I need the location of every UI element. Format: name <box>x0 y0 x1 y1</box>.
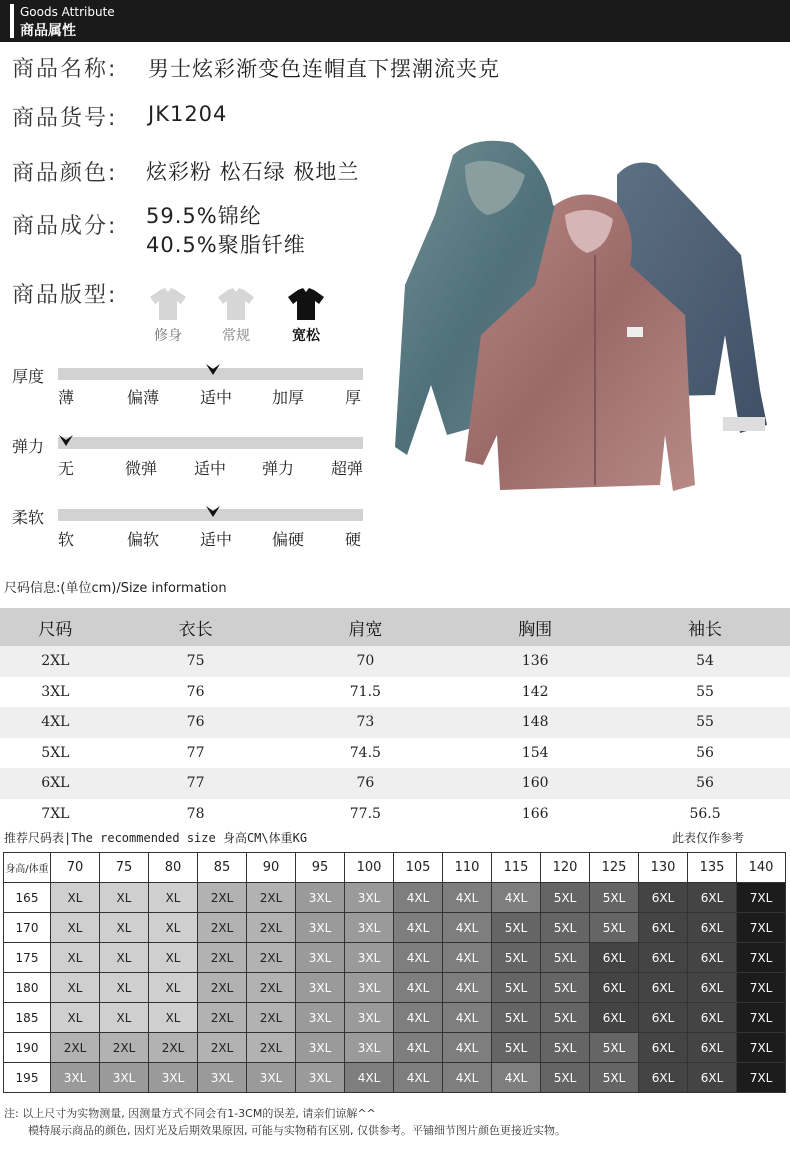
size-cell: 54 <box>620 646 790 677</box>
code-value: JK1204 <box>148 102 228 126</box>
footer-note-1: 注: 以上尺寸为实物测量, 因测量方式不同会有1-3CM的误差, 请亲们谅解^^ <box>4 1107 376 1120</box>
recommend-size-cell: 4XL <box>394 1033 443 1063</box>
height-cell: 185 <box>4 1003 51 1033</box>
footer-note-2: 模特展示商品的颜色, 因灯光及后期效果原因, 可能与实物稍有区别, 仅供参考。平铺细节图片颜色更接近实物。 <box>28 1124 566 1137</box>
size-table-header <box>0 608 790 646</box>
weight-header: 110 <box>443 853 492 883</box>
recommend-size-cell: 5XL <box>541 1003 590 1033</box>
size-cell: 76 <box>111 677 281 708</box>
scale-label: 偏硬 <box>271 530 304 549</box>
tshirt-icon <box>216 287 256 321</box>
recommend-size-cell: 3XL <box>345 1033 394 1063</box>
scale-label: 厚 <box>344 388 361 407</box>
recommend-size-cell: 2XL <box>198 973 247 1003</box>
size-cell: 75 <box>111 646 281 677</box>
size-cell: 4XL <box>0 707 111 738</box>
recommend-table <box>3 852 786 1093</box>
recommend-size-cell: 4XL <box>394 913 443 943</box>
recommend-size-cell: 7XL <box>737 943 786 973</box>
weight-header: 120 <box>541 853 590 883</box>
header-title-en: Goods Attribute <box>20 5 115 19</box>
size-table <box>0 608 790 829</box>
recommend-size-cell: 5XL <box>541 973 590 1003</box>
recommend-size-cell: 5XL <box>590 1063 639 1093</box>
size-cell: 136 <box>450 646 620 677</box>
size-cell: 142 <box>450 677 620 708</box>
size-cell: 76 <box>111 707 281 738</box>
section-header <box>0 0 790 42</box>
scale-label: 微弹 <box>124 459 157 478</box>
fit-option-slim <box>148 287 188 345</box>
recommend-size-cell: 5XL <box>541 1063 590 1093</box>
size-cell: 7XL <box>0 799 111 830</box>
recommend-size-cell: 2XL <box>198 1003 247 1033</box>
size-cell: 56 <box>620 738 790 769</box>
recommend-row <box>4 1033 786 1063</box>
height-cell: 165 <box>4 883 51 913</box>
recommend-size-cell: 7XL <box>737 913 786 943</box>
recommend-row <box>4 1063 786 1093</box>
size-cell: 166 <box>450 799 620 830</box>
recommend-size-cell: 3XL <box>345 913 394 943</box>
weight-header: 90 <box>247 853 296 883</box>
recommend-size-cell: 7XL <box>737 1033 786 1063</box>
recommend-title: 推荐尺码表|The recommended size 身高CM\体重KG <box>4 831 308 845</box>
recommend-size-cell: XL <box>149 1003 198 1033</box>
scale-pointer-elasticity <box>58 433 74 452</box>
recommend-size-cell: 2XL <box>198 1033 247 1063</box>
scale-pointer-thickness <box>205 362 221 381</box>
recommend-size-cell: 2XL <box>247 943 296 973</box>
size-cell: 71.5 <box>280 677 450 708</box>
material-value-1: 59.5%锦纶 <box>146 204 262 228</box>
recommend-size-cell: XL <box>51 1003 100 1033</box>
recommend-size-cell: 5XL <box>492 1003 541 1033</box>
recommend-size-cell: 7XL <box>737 973 786 1003</box>
scale-label: 适中 <box>199 388 232 407</box>
recommend-size-cell: XL <box>51 883 100 913</box>
recommend-size-cell: 6XL <box>639 1033 688 1063</box>
recommend-size-cell: 4XL <box>443 1033 492 1063</box>
recommend-size-cell: 5XL <box>492 913 541 943</box>
recommend-size-cell: XL <box>51 973 100 1003</box>
recommend-size-cell: 7XL <box>737 1063 786 1093</box>
name-value: 男士炫彩渐变色连帽直下摆潮流夹克 <box>148 57 500 81</box>
recommend-note: 此表仅作参考 <box>672 831 745 845</box>
recommend-size-cell: 2XL <box>247 973 296 1003</box>
size-row <box>0 768 790 799</box>
recommend-size-cell: 3XL <box>296 973 345 1003</box>
recommend-size-cell: 3XL <box>149 1063 198 1093</box>
fit-label: 商品版型: <box>12 283 118 308</box>
weight-header: 105 <box>394 853 443 883</box>
height-cell: 180 <box>4 973 51 1003</box>
recommend-size-cell: 6XL <box>688 943 737 973</box>
size-col-header: 肩宽 <box>280 608 450 646</box>
recommend-size-cell: 4XL <box>443 973 492 1003</box>
weight-header: 135 <box>688 853 737 883</box>
size-cell: 55 <box>620 707 790 738</box>
weight-header: 125 <box>590 853 639 883</box>
recommend-size-cell: 3XL <box>296 1033 345 1063</box>
recommend-size-cell: 2XL <box>198 883 247 913</box>
recommend-size-cell: 7XL <box>737 883 786 913</box>
scale-label: 超弹 <box>330 459 363 478</box>
size-row <box>0 646 790 677</box>
recommend-size-cell: 2XL <box>198 913 247 943</box>
recommend-size-cell: 2XL <box>100 1033 149 1063</box>
recommend-size-cell: 6XL <box>688 1063 737 1093</box>
color-value: 炫彩粉 松石绿 极地兰 <box>146 160 360 184</box>
fit-option-loose <box>286 287 326 345</box>
size-col-header: 胸围 <box>450 608 620 646</box>
color-label: 商品颜色: <box>12 161 118 186</box>
recommend-size-cell: 6XL <box>688 913 737 943</box>
recommend-size-cell: XL <box>100 1003 149 1033</box>
tshirt-icon <box>148 287 188 321</box>
chevron-down-icon <box>205 505 221 519</box>
size-cell: 56 <box>620 768 790 799</box>
recommend-size-cell: 6XL <box>639 1063 688 1093</box>
recommend-size-cell: 5XL <box>590 913 639 943</box>
size-row <box>0 799 790 830</box>
recommend-size-cell: 2XL <box>51 1033 100 1063</box>
recommend-size-cell: 2XL <box>198 943 247 973</box>
recommend-size-cell: XL <box>149 973 198 1003</box>
size-cell: 6XL <box>0 768 111 799</box>
recommend-size-cell: 4XL <box>443 943 492 973</box>
fit-option-label: 修身 <box>154 328 182 344</box>
recommend-size-cell: 6XL <box>639 973 688 1003</box>
recommend-row <box>4 973 786 1003</box>
recommend-size-cell: XL <box>149 883 198 913</box>
recommend-size-cell: 6XL <box>688 883 737 913</box>
recommend-size-cell: 7XL <box>737 1003 786 1033</box>
size-cell: 5XL <box>0 738 111 769</box>
recommend-size-cell: 4XL <box>443 1063 492 1093</box>
recommend-size-cell: 6XL <box>590 973 639 1003</box>
size-cell: 78 <box>111 799 281 830</box>
recommend-size-cell: 6XL <box>639 883 688 913</box>
height-cell: 190 <box>4 1033 51 1063</box>
product-jacket-image <box>395 135 790 510</box>
recommend-size-cell: 5XL <box>590 883 639 913</box>
material-label: 商品成分: <box>12 214 118 239</box>
code-label: 商品货号: <box>12 106 118 131</box>
recommend-size-cell: 3XL <box>100 1063 149 1093</box>
scale-bar-elasticity <box>58 437 363 449</box>
scale-label: 适中 <box>193 459 226 478</box>
scale-label: 偏软 <box>126 530 159 549</box>
recommend-size-cell: 4XL <box>443 883 492 913</box>
size-cell: 76 <box>280 768 450 799</box>
size-cell: 77.5 <box>280 799 450 830</box>
recommend-size-cell: 3XL <box>247 1063 296 1093</box>
scale-label: 加厚 <box>271 388 304 407</box>
tshirt-icon <box>286 287 326 321</box>
recommend-size-cell: 3XL <box>345 973 394 1003</box>
recommend-corner: 身高/体重 <box>4 853 51 883</box>
size-cell: 3XL <box>0 677 111 708</box>
weight-header: 70 <box>51 853 100 883</box>
recommend-size-cell: 4XL <box>345 1063 394 1093</box>
recommend-size-cell: 4XL <box>394 1003 443 1033</box>
scale-label: 偏薄 <box>126 388 159 407</box>
recommend-size-cell: 5XL <box>541 943 590 973</box>
scale-label: 弹力 <box>261 459 294 478</box>
scale-name-elasticity: 弹力 <box>12 437 45 456</box>
recommend-size-cell: 3XL <box>296 943 345 973</box>
scale-label: 软 <box>57 530 74 549</box>
recommend-size-cell: 6XL <box>639 913 688 943</box>
recommend-size-cell: 4XL <box>443 1003 492 1033</box>
scale-name-thickness: 厚度 <box>12 367 45 386</box>
size-col-header: 衣长 <box>111 608 281 646</box>
recommend-size-cell: 3XL <box>51 1063 100 1093</box>
recommend-size-cell: 6XL <box>688 1033 737 1063</box>
scale-label: 薄 <box>57 388 74 407</box>
recommend-size-cell: 3XL <box>296 1003 345 1033</box>
recommend-size-cell: 3XL <box>345 943 394 973</box>
recommend-size-cell: 4XL <box>394 943 443 973</box>
size-row <box>0 738 790 769</box>
recommend-size-cell: 3XL <box>345 883 394 913</box>
recommend-row <box>4 913 786 943</box>
scale-label: 硬 <box>344 530 361 549</box>
recommend-size-cell: 2XL <box>149 1033 198 1063</box>
height-cell: 170 <box>4 913 51 943</box>
size-cell: 56.5 <box>620 799 790 830</box>
scale-pointer-softness <box>205 504 221 523</box>
recommend-size-cell: 4XL <box>394 1063 443 1093</box>
recommend-size-cell: 5XL <box>541 913 590 943</box>
name-label: 商品名称: <box>12 57 118 82</box>
fit-option-label: 常规 <box>222 328 250 344</box>
recommend-size-cell: 4XL <box>394 883 443 913</box>
material-value-2: 40.5%聚脂钎维 <box>146 233 306 257</box>
height-cell: 195 <box>4 1063 51 1093</box>
recommend-size-cell: 2XL <box>247 1003 296 1033</box>
recommend-size-cell: 3XL <box>198 1063 247 1093</box>
recommend-row <box>4 883 786 913</box>
size-cell: 154 <box>450 738 620 769</box>
recommend-size-cell: 6XL <box>688 1003 737 1033</box>
recommend-size-cell: XL <box>100 973 149 1003</box>
recommend-size-cell: 2XL <box>247 1033 296 1063</box>
recommend-size-cell: XL <box>51 943 100 973</box>
recommend-size-cell: 4XL <box>492 883 541 913</box>
size-cell: 2XL <box>0 646 111 677</box>
size-row <box>0 677 790 708</box>
height-cell: 175 <box>4 943 51 973</box>
weight-header: 100 <box>345 853 394 883</box>
recommend-size-cell: 5XL <box>492 943 541 973</box>
recommend-size-cell: 6XL <box>590 1003 639 1033</box>
size-row <box>0 707 790 738</box>
weight-header: 115 <box>492 853 541 883</box>
recommend-size-cell: 5XL <box>541 883 590 913</box>
recommend-size-cell: XL <box>100 943 149 973</box>
recommend-size-cell: 4XL <box>492 1063 541 1093</box>
size-cell: 77 <box>111 738 281 769</box>
weight-header: 80 <box>149 853 198 883</box>
size-info-title: 尺码信息:(单位cm)/Size information <box>4 581 227 596</box>
recommend-size-cell: 3XL <box>296 1063 345 1093</box>
recommend-size-cell: 3XL <box>345 1003 394 1033</box>
size-cell: 77 <box>111 768 281 799</box>
recommend-size-cell: 6XL <box>639 1003 688 1033</box>
weight-header: 140 <box>737 853 786 883</box>
weight-header: 75 <box>100 853 149 883</box>
size-cell: 160 <box>450 768 620 799</box>
recommend-row <box>4 1003 786 1033</box>
scale-label: 适中 <box>199 530 232 549</box>
recommend-row <box>4 943 786 973</box>
size-cell: 70 <box>280 646 450 677</box>
recommend-size-cell: 4XL <box>443 913 492 943</box>
recommend-size-cell: XL <box>149 943 198 973</box>
recommend-size-cell: 6XL <box>590 943 639 973</box>
header-title-cn: 商品属性 <box>20 23 76 39</box>
recommend-size-cell: 6XL <box>688 973 737 1003</box>
scale-label: 无 <box>57 459 74 478</box>
recommend-size-cell: 5XL <box>541 1033 590 1063</box>
recommend-size-cell: XL <box>51 913 100 943</box>
size-cell: 148 <box>450 707 620 738</box>
recommend-size-cell: 6XL <box>639 943 688 973</box>
recommend-size-cell: 5XL <box>492 1033 541 1063</box>
recommend-size-cell: 5XL <box>590 1033 639 1063</box>
chevron-down-icon <box>58 434 74 448</box>
size-cell: 74.5 <box>280 738 450 769</box>
size-col-header: 尺码 <box>0 608 111 646</box>
header-accent-bar <box>10 4 14 38</box>
fit-option-regular <box>216 287 256 345</box>
recommend-size-cell: 2XL <box>247 913 296 943</box>
size-cell: 73 <box>280 707 450 738</box>
recommend-size-cell: 4XL <box>394 973 443 1003</box>
weight-header: 85 <box>198 853 247 883</box>
recommend-size-cell: 2XL <box>247 883 296 913</box>
weight-header: 130 <box>639 853 688 883</box>
weight-header: 95 <box>296 853 345 883</box>
recommend-size-cell: XL <box>100 913 149 943</box>
recommend-size-cell: XL <box>100 883 149 913</box>
chevron-down-icon <box>205 363 221 377</box>
fit-option-label: 宽松 <box>292 328 320 344</box>
size-cell: 55 <box>620 677 790 708</box>
recommend-size-cell: 5XL <box>492 973 541 1003</box>
recommend-size-cell: 3XL <box>296 883 345 913</box>
recommend-header-row <box>4 853 786 883</box>
recommend-size-cell: 3XL <box>296 913 345 943</box>
size-col-header: 袖长 <box>620 608 790 646</box>
scale-name-softness: 柔软 <box>12 508 45 527</box>
recommend-size-cell: XL <box>149 913 198 943</box>
